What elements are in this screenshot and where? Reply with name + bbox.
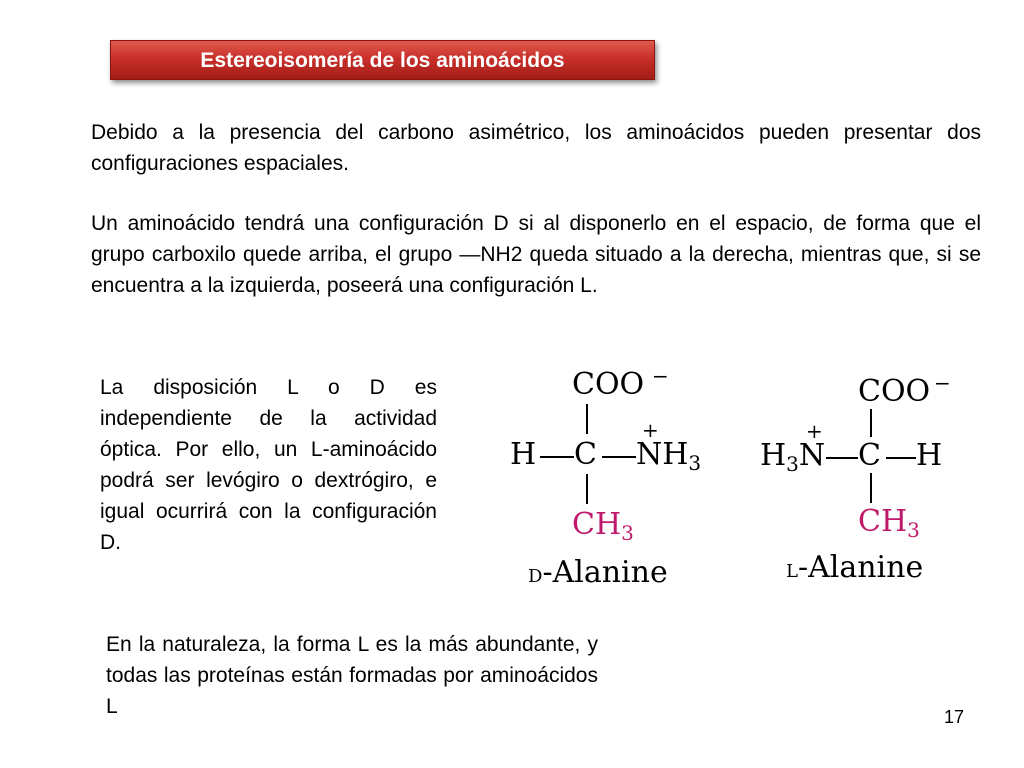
bond-right — [886, 457, 916, 459]
ammonium-group: $NH_3$ — [636, 437, 702, 475]
d-alanine-structure — [500, 360, 730, 595]
positive-charge: + — [806, 419, 823, 443]
chiral-carbon: C — [858, 438, 881, 473]
negative-charge: − — [934, 371, 951, 395]
bond-left — [540, 456, 574, 458]
chiral-carbon: C — [574, 437, 597, 472]
bond-left — [826, 457, 858, 459]
positive-charge: + — [642, 418, 659, 442]
methyl-group: $CH_3$ — [858, 504, 920, 542]
ammonium-group: $H_3N$ — [760, 438, 826, 476]
methyl-group: $CH_3$ — [572, 507, 634, 545]
l-alanine-label: L-Alanine — [786, 550, 924, 585]
carboxylate-group: COO — [572, 367, 645, 402]
paragraph-d-configuration: Un aminoácido tendrá una configuración D si al disponerlo en el espacio, de forma que el grupo carboxilo quede arriba, el grupo —NH2 queda situado a la derecha, mientras que, si se encuentra a la izquierda, poseerá una configuración L. — [91, 212, 981, 297]
hydrogen-left: H — [510, 437, 537, 472]
bond-right — [602, 456, 636, 458]
paragraph-intro: Debido a la presencia del carbono asimétrico, los aminoácidos pueden presentar dos configuraciones espaciales. — [91, 121, 981, 175]
bond-bottom — [586, 474, 588, 504]
bond-top — [870, 409, 872, 437]
bond-top — [586, 404, 588, 434]
d-alanine-label: D-Alanine — [528, 555, 668, 590]
negative-charge: − — [652, 364, 669, 388]
carboxylate-group: COO — [858, 374, 931, 409]
page-number: 17 — [943, 707, 964, 727]
bond-bottom — [870, 473, 872, 503]
hydrogen-right: H — [916, 438, 943, 473]
paragraph-optical-activity: La disposición L o D es independiente de la actividad óptica. Por ello, un L-aminoácido podrá ser levógiro o dextrógiro, e igual ocurrirá con la configuración D. — [100, 376, 437, 554]
slide-title: Estereoisomería de los aminoácidos — [110, 40, 655, 80]
l-alanine-structure — [748, 365, 978, 590]
paragraph-nature: En la naturaleza, la forma L es la más abundante, y todas las proteínas están formadas por aminoácidos L — [106, 633, 598, 718]
